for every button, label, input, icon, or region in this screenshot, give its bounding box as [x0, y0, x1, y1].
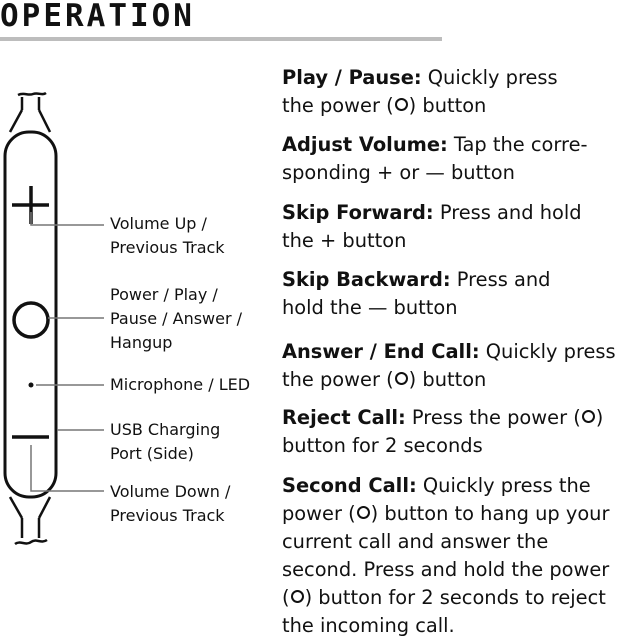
- instruction-term: Second Call:: [282, 474, 417, 497]
- power-button-icon: [291, 590, 304, 603]
- instruction-term: Skip Backward:: [282, 268, 451, 291]
- power-circle-icon: [14, 303, 48, 337]
- microphone-dot-icon: [29, 383, 34, 388]
- instruction-play-pause: Play / Pause: Quickly press the power ( ) button: [282, 66, 558, 117]
- label-power: Power / Play / Pause / Answer / Hangup: [110, 285, 243, 352]
- label-volume-up: Volume Up / Previous Track: [110, 214, 225, 257]
- bottom-cable: [10, 497, 50, 544]
- page-title: OPERATION: [0, 0, 195, 34]
- instruction-term: Skip Forward:: [282, 201, 434, 224]
- instruction-second-call: Second Call: Quickly press the power ( ) button to hang up your current call and answer the second. Press and hold the power ( ) button for 2 seconds to reject the incoming call.: [282, 474, 610, 637]
- power-button-icon: [582, 410, 595, 423]
- instruction-skip-forward: Skip Forward: Press and hold the + button: [282, 201, 582, 252]
- instruction-adjust-volume: Adjust Volume: Tap the corre- sponding + or — button: [282, 133, 588, 184]
- power-button-icon: [395, 372, 408, 385]
- instruction-term: Reject Call:: [282, 406, 406, 429]
- power-button-icon: [357, 506, 370, 519]
- instruction-answer-end-call: Answer / End Call: Quickly press the power ( ) button: [282, 340, 616, 391]
- instruction-term: Adjust Volume:: [282, 133, 448, 156]
- label-volume-down: Volume Down / Previous Track: [110, 482, 231, 525]
- label-microphone: Microphone / LED: [110, 375, 251, 394]
- label-usb-port: USB Charging Port (Side): [110, 420, 221, 463]
- instruction-skip-backward: Skip Backward: Press and hold the — button: [282, 268, 551, 319]
- instruction-term: Answer / End Call:: [282, 340, 480, 363]
- power-button-icon: [395, 98, 408, 111]
- instruction-term: Play / Pause:: [282, 66, 422, 89]
- leader-lines: [31, 212, 104, 491]
- instruction-reject-call: Reject Call: Press the power ( ) button for 2 seconds: [282, 406, 604, 457]
- top-cable: [10, 93, 50, 132]
- title-underline: [0, 37, 442, 41]
- remote-illustration: [0, 80, 110, 560]
